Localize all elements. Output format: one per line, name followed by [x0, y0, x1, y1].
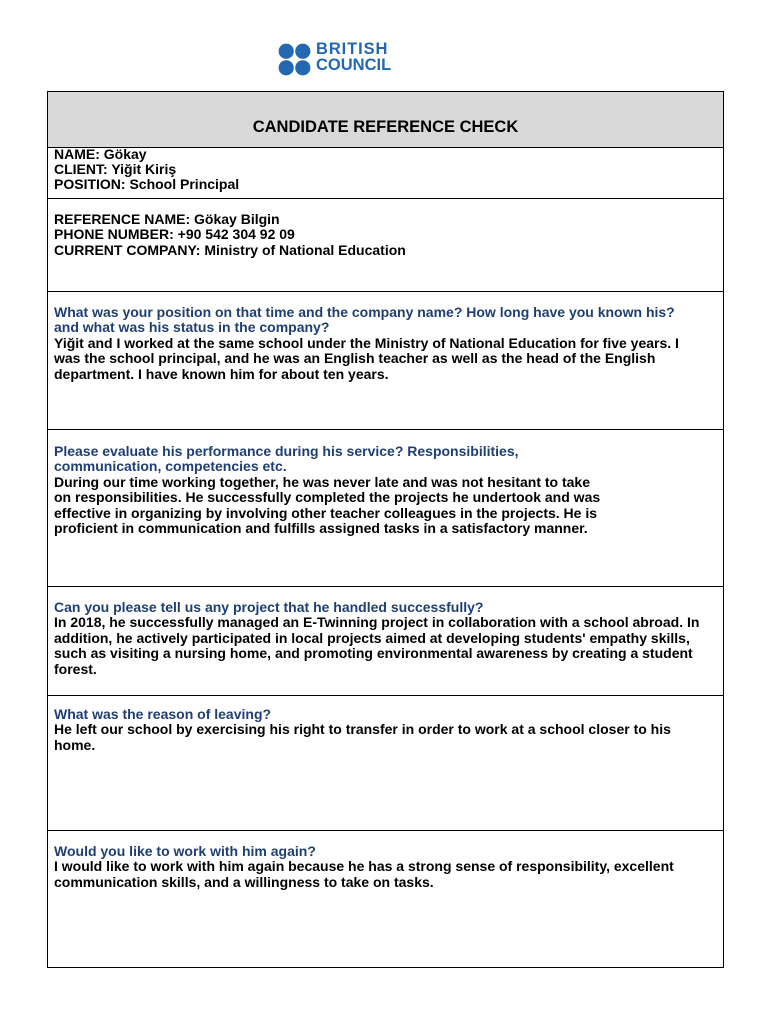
- reference-fields: [54, 212, 723, 258]
- answer-text: He left our school by exercising his right to transfer in order to work at a school closer to his home.: [54, 721, 671, 753]
- answer-text: I would like to work with him again because he has a strong sense of responsibility, excellent communication skills, and a willingness to take on tasks.: [54, 858, 674, 890]
- question-block-project: [48, 586, 723, 695]
- question-text: Please evaluate his performance during his service? Responsibilities, communication, competencies etc.: [54, 443, 519, 475]
- field-label: PHONE NUMBER:: [54, 226, 174, 243]
- candidate-name-value: Gökay: [103, 145, 147, 162]
- logo-wordmark-line1: BRITISH: [316, 40, 389, 58]
- logo-wordmark-line2: COUNCIL: [316, 55, 392, 74]
- question-block-position: [48, 291, 723, 429]
- question-text: What was the reason of leaving?: [54, 706, 272, 722]
- field-label: CLIENT:: [54, 160, 108, 177]
- logo-dot: [279, 60, 294, 75]
- field-label: CURRENT COMPANY:: [54, 241, 201, 258]
- field-label: NAME:: [54, 145, 100, 162]
- question-text: What was your position on that time and the company name? How long have you known his? and what was his status in the company?: [54, 304, 675, 336]
- field-label: REFERENCE NAME:: [54, 211, 191, 227]
- logo-dot: [295, 44, 310, 59]
- candidate-name-line: [54, 147, 723, 162]
- british-council-logo: [278, 42, 398, 76]
- client-line: [54, 162, 723, 177]
- candidate-section: [48, 147, 723, 198]
- position-line: [54, 177, 723, 192]
- question-text: Would you like to work with him again?: [54, 843, 316, 859]
- form-title: CANDIDATE REFERENCE CHECK: [252, 118, 519, 136]
- logo-dot: [279, 44, 294, 59]
- question-text: Can you please tell us any project that he handled successfully?: [54, 599, 484, 615]
- phone-number-line: [54, 227, 723, 242]
- field-label: POSITION:: [54, 176, 126, 193]
- position-value: School Principal: [129, 176, 240, 193]
- answer-text: In 2018, he successfully managed an E-Twinning project in collaboration with a school abroad. In addition, he actively participated in local projects aimed at developing students' empathy skills, such as visiting a nursing home, and promoting environmental awareness by creating a student forest.: [54, 614, 700, 677]
- question-block-performance: [48, 429, 723, 586]
- reference-name-line: [54, 212, 723, 227]
- answer-text: Yiğit and I worked at the same school under the Ministry of National Education for five years. I was the school principal, and he was an English teacher as well as the head of the English department. I have known him for about ten years.: [54, 334, 679, 382]
- question-block-leaving-reason: [48, 695, 723, 830]
- reference-check-form: [47, 91, 724, 968]
- current-company-line: [54, 243, 723, 258]
- current-company-value: Ministry of National Education: [204, 241, 406, 258]
- reference-section: [48, 198, 723, 291]
- logo-dot: [295, 60, 310, 75]
- logo-wordmark: [316, 42, 391, 73]
- phone-number-value: +90 542 304 92 09: [177, 226, 295, 243]
- reference-name-value: Gökay Bilgin: [194, 211, 280, 227]
- form-header: [48, 92, 723, 147]
- british-council-dots-icon: [278, 43, 311, 76]
- answer-text: During our time working together, he was never late and was not hesitant to take on responsibilities. He successfully completed the projects he undertook and was effective in organizing by involving other teacher colleagues in the projects. He is proficient in communication and fulfills assigned tasks in a satisfactory manner.: [54, 473, 601, 537]
- candidate-fields: [54, 147, 723, 193]
- question-block-work-again: [48, 830, 723, 967]
- client-value: Yiğit Kiriş: [111, 160, 177, 177]
